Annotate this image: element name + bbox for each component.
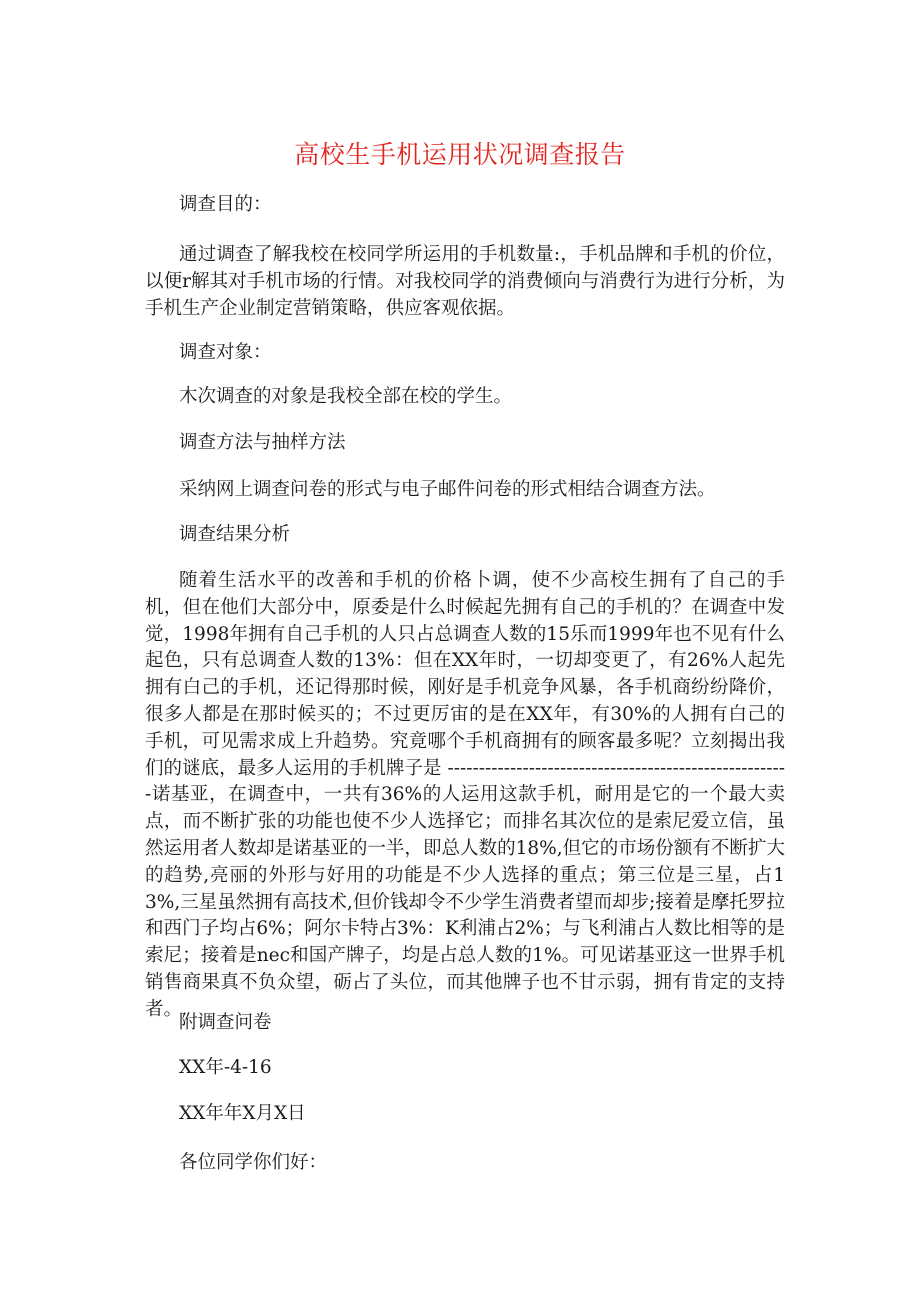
method-heading: 调查方法与抽样方法 [179,432,346,453]
purpose-heading: 调查目的： [179,194,272,215]
results-paragraph: 随着生活水平的改善和手机的价格卜调，使不少高校生拥有了自己的手机，但在他们大部分中，原委是什么时候起先拥有自己的手机的？在调查中发觉，1998年拥有自己手机的人只占总调查人数的15乐而1999年也不见有什么起色，只有总调查人数的13%：但在XX年时，一切却变更了，有26%人起先拥有白己的手机，还记得那时候，刚好是手机竞争风暴，各手机商纷纷降价，很多人都是在那时候买的；不过更厉宙的是在XX年，有30%的人拥有白己的手机，可见需求成上升趋势。究竟哪个手机商拥有的顾客最多呢？立刻揭出我们的谜底，最多人运用的手机牌子是 -------------------------------------------------------诺基亚，在调查中，一共有36%的人运用这款手机，耐用是它的一个最大卖点，而不断扩张的功能也使不少人选择它；而排名其次位的是索尼爱立信，虽然运用者人数却是诺基亚的一半，即总人数的18%,但它的市场份额有不断扩大的趋势,亮丽的外形与好用的功能是不少人选择的重点；第三位是三星，占13%,三星虽然拥有高技术,但价钱却令不少学生消费者望而却步;接着是摩托罗拉和西门子均占6%；阿尔卡特占3%：K利浦占2%；与飞利浦占人数比相等的是索尼；接着是nec和国产牌子，均是占总人数的1%。可见诺基亚这一世界手机销售商果真不负众望，砺占了头位，而其他牌子也不甘示弱，拥有肯定的支持者。 [145,570,785,1020]
date-line-1: XX年-4-16 [179,1057,272,1078]
document-title: 高校生手机运用状况调查报告 [294,140,626,169]
purpose-paragraph: 通过调查了解我校在校同学所运用的手机数量:，手机品牌和手机的价位，以便r解其对手机市场的行情。对我校同学的消费倾向与消费行为进行分析，为手机生产企业制定营销策略，供应客观依据。 [145,244,785,319]
results-heading: 调查结果分析 [179,524,291,545]
subject-heading: 调查对象： [179,342,272,363]
method-paragraph: 采纳网上调查问卷的形式与电子邮件问卷的形式相结合调查方法。 [179,479,716,500]
subject-paragraph: 木次调查的对象是我校全部在校的学生。 [179,386,513,407]
greeting: 各位同学你们好： [179,1152,328,1173]
date-line-2: XX年年X月X日 [179,1103,306,1124]
appendix-heading: 附调查问卷 [179,1012,272,1033]
